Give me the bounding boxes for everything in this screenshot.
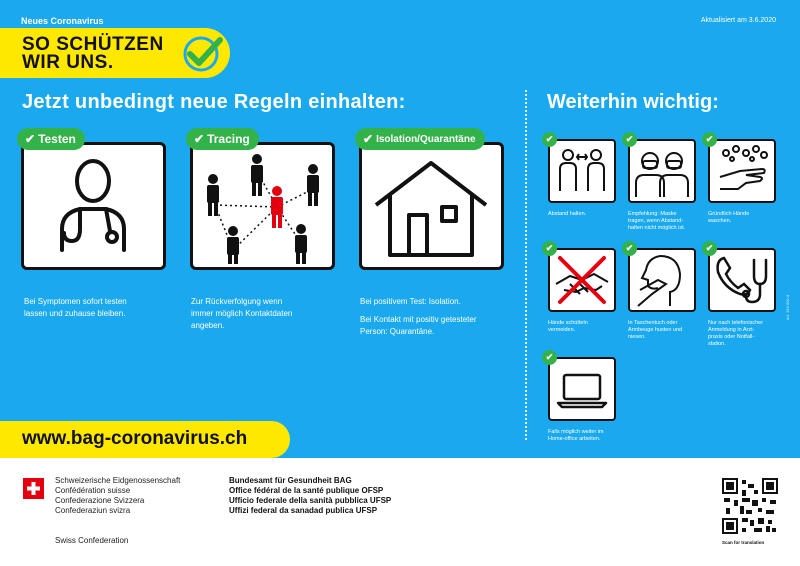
confederation-line: Confederazione Svizzera <box>55 496 145 505</box>
desc-line: angeben. <box>191 321 225 330</box>
caption-handwash <box>708 211 778 225</box>
card-testen <box>21 142 166 270</box>
tag-label: Testen <box>38 132 76 146</box>
check-icon: ✔ <box>194 132 205 146</box>
check-icon: ✔ <box>542 241 557 256</box>
article-number: Art. 316.600.d <box>785 295 790 321</box>
swiss-confederation: Swiss Confederation <box>55 536 129 545</box>
caption-line: Gründlich Hände <box>708 211 750 217</box>
check-icon: ✔ <box>622 241 637 256</box>
caption-line: In Taschentuch oder <box>628 320 678 326</box>
card-home-office <box>548 357 616 421</box>
tag-testen <box>17 128 85 150</box>
tag-label: Tracing <box>207 132 250 146</box>
card-phone-doctor <box>708 248 776 312</box>
office-line: Uffizi federal da sanadad publica UFSP <box>229 506 378 515</box>
caption-line: Empfehlung: Maske <box>628 211 677 217</box>
card-cough <box>628 248 696 312</box>
card-isolation <box>359 142 504 270</box>
office-line: Office fédéral de la santé publique OFSP <box>229 486 384 495</box>
office-line: Bundesamt für Gesundheit BAG <box>229 476 352 485</box>
desc-line: lassen und zuhause bleiben. <box>24 309 126 318</box>
swiss-cross-icon <box>23 478 44 499</box>
swiss-flag-icon <box>23 478 44 499</box>
desc-isolation <box>360 296 477 338</box>
caption-line: halten nicht möglich ist. <box>628 225 686 231</box>
caption-line: Nur nach telefonischer <box>708 320 764 326</box>
caption-no-handshake <box>548 320 618 334</box>
logo-line-2: WIR UNS. <box>22 52 114 73</box>
caption-line: station. <box>708 341 726 347</box>
column-divider <box>525 90 527 440</box>
desc-line: Bei positivem Test: Isolation. <box>360 297 461 306</box>
desc-testen <box>24 296 127 320</box>
desc-tracing <box>191 296 292 332</box>
caption-line: waschen. <box>708 218 732 224</box>
card-handwash <box>708 139 776 203</box>
caption-line: praxis oder Notfall- <box>708 334 755 340</box>
updated-date: Aktualisiert am 3.6.2020 <box>700 17 776 24</box>
desc-line: Person: Quarantäne. <box>360 327 435 336</box>
card-no-handshake <box>548 248 616 312</box>
qr-caption: Scan for translation <box>722 540 765 545</box>
kicker: Neues Coronavirus <box>21 16 104 26</box>
caption-line: Home-office arbeiten. <box>548 436 601 442</box>
confederation-line: Schweizerische Eidgenossenschaft <box>55 476 181 485</box>
contact-tracing-icon <box>193 145 332 267</box>
tag-label: Isolation/Quarantäne <box>376 133 476 145</box>
laptop-icon <box>550 359 614 419</box>
desc-line: Bei Kontakt mit positiv getesteter <box>360 315 477 324</box>
checkmark-icon <box>178 34 224 74</box>
check-icon: ✔ <box>702 132 717 147</box>
campaign-logo <box>22 36 164 72</box>
check-icon: ✔ <box>622 132 637 147</box>
distance-icon <box>550 141 614 201</box>
confederation-line: Confédération suisse <box>55 486 131 495</box>
card-distance <box>548 139 616 203</box>
cough-elbow-icon <box>630 250 694 310</box>
logo-line-1: SO SCHÜTZEN <box>22 34 164 55</box>
no-handshake-icon <box>550 250 614 310</box>
check-icon: ✔ <box>702 241 717 256</box>
main-heading: Jetzt unbedingt neue Regeln einhalten: <box>22 91 406 113</box>
caption-line: Armbeuge husten und <box>628 327 683 333</box>
confederation-names <box>55 476 180 516</box>
caption-home-office <box>548 429 618 443</box>
check-icon: ✔ <box>542 132 557 147</box>
check-icon: ✔ <box>542 350 557 365</box>
side-heading: Weiterhin wichtig: <box>547 91 719 113</box>
caption-line: niesen. <box>628 334 646 340</box>
qr-code-icon[interactable] <box>722 478 778 534</box>
handwash-icon <box>710 141 774 201</box>
tag-tracing <box>186 128 259 150</box>
desc-line: Bei Symptomen sofort testen <box>24 297 127 306</box>
house-icon <box>362 145 501 267</box>
mask-icon <box>630 141 694 201</box>
check-icon: ✔ <box>25 132 36 146</box>
card-tracing <box>190 142 335 270</box>
caption-mask <box>628 211 698 232</box>
caption-line: vermeiden. <box>548 327 576 333</box>
phone-stethoscope-icon <box>710 250 774 310</box>
tag-isolation <box>355 128 485 150</box>
caption-line: tragen, wenn Abstand- <box>628 218 684 224</box>
caption-cough <box>628 320 698 341</box>
website-link[interactable]: www.bag-coronavirus.ch <box>22 428 248 449</box>
office-line: Ufficio federale della sanità pubblica UFSP <box>229 496 392 505</box>
office-names <box>229 476 391 516</box>
doctor-icon <box>24 145 163 267</box>
desc-line: Zur Rückverfolgung wenn <box>191 297 283 306</box>
card-mask <box>628 139 696 203</box>
caption-line: Falls möglich weiter im <box>548 429 604 435</box>
caption-line: Abstand halten. <box>548 211 587 217</box>
caption-phone-doctor <box>708 320 778 348</box>
caption-line: Hände schütteln <box>548 320 588 326</box>
check-icon: ✔ <box>363 132 374 146</box>
desc-line: immer möglich Kontaktdaten <box>191 309 293 318</box>
caption-line: Anmeldung in Arzt- <box>708 327 755 333</box>
caption-distance <box>548 211 618 218</box>
confederation-line: Confederaziun svizra <box>55 506 131 515</box>
